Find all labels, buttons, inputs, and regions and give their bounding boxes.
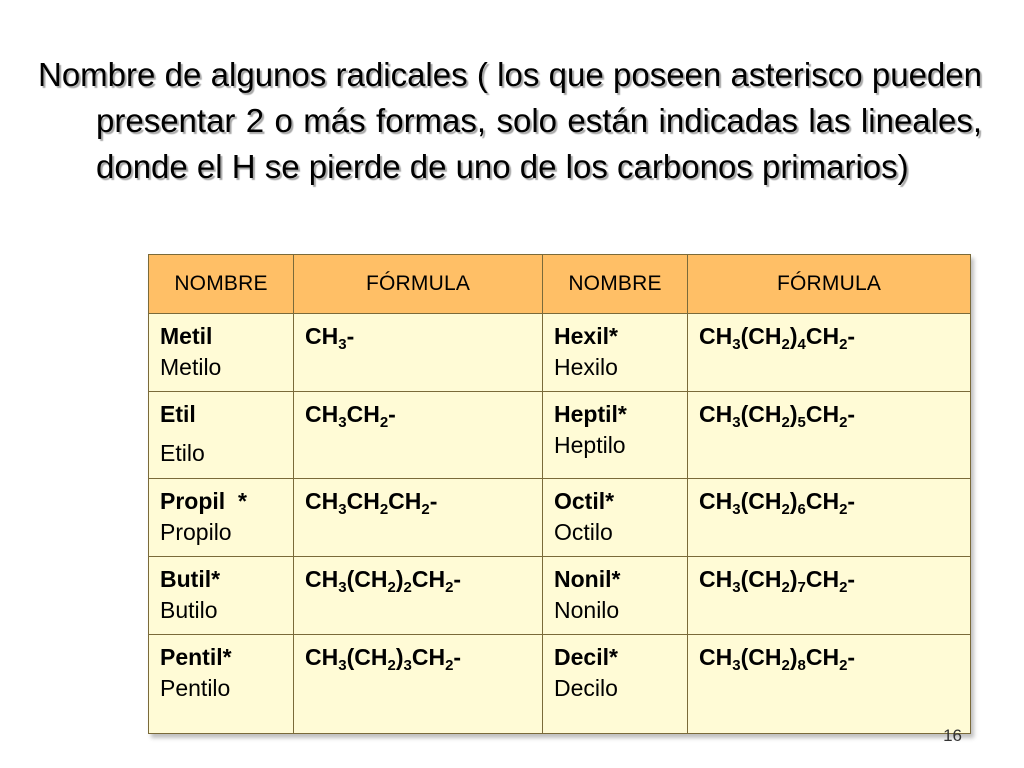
header-formula-1: FÓRMULA	[294, 255, 543, 314]
radical-short-name: Propil *	[160, 488, 247, 514]
radical-short-name: Butil*	[160, 566, 221, 592]
radical-short-name: Metil	[160, 323, 213, 349]
radical-long-name: Decilo	[554, 675, 618, 701]
radical-short-name: Heptil*	[554, 401, 627, 427]
header-nombre-1: NOMBRE	[149, 255, 294, 314]
name-cell	[543, 479, 688, 557]
radical-short-name: Decil*	[554, 644, 618, 670]
header-nombre-2: NOMBRE	[543, 255, 688, 314]
formula-cell: $CH_3(CH_2)_6CH_2-$	[688, 479, 971, 557]
radical-short-name: Octil*	[554, 488, 615, 514]
page-number: 16	[943, 726, 962, 745]
radical-long-name: Propilo	[160, 519, 232, 545]
radical-long-name: Octilo	[554, 519, 613, 545]
slide-heading	[38, 52, 982, 190]
heading-text: Nombre de algunos radicales ( los que poseen asterisco pueden presentar 2 o más formas, solo están indicadas las lineales, donde el H se pierde de uno de los carbonos primarios)	[38, 56, 982, 185]
name-cell	[543, 314, 688, 392]
name-cell	[149, 557, 294, 635]
name-cell	[543, 557, 688, 635]
radical-long-name: Heptilo	[554, 432, 626, 458]
table-header-row	[149, 255, 971, 314]
name-cell	[149, 392, 294, 479]
radical-long-name: Metilo	[160, 354, 222, 380]
formula-cell: $CH_3(CH_2)_4CH_2-$	[688, 314, 971, 392]
formula-cell: $CH_3(CH_2)_8CH_2-$	[688, 635, 971, 734]
radical-short-name: Etil	[160, 401, 196, 427]
name-cell	[149, 314, 294, 392]
formula-cell: $CH_3(CH_2)_2CH_2-$	[294, 557, 543, 635]
name-cell	[149, 479, 294, 557]
radical-long-name: Etilo	[160, 440, 205, 466]
table-row	[149, 635, 971, 734]
table-row	[149, 392, 971, 479]
formula-cell: $CH_3CH_2-$	[294, 392, 543, 479]
radical-long-name: Hexilo	[554, 354, 618, 380]
formula-cell: $CH_3(CH_2)_5CH_2-$	[688, 392, 971, 479]
formula-cell: $CH_3(CH_2)_7CH_2-$	[688, 557, 971, 635]
radical-short-name: Nonil*	[554, 566, 621, 592]
name-cell	[543, 635, 688, 734]
formula-cell: $CH_3(CH_2)_3CH_2-$	[294, 635, 543, 734]
radicals-table	[148, 254, 971, 734]
formula-cell: $CH_3CH_2CH_2-$	[294, 479, 543, 557]
table-row	[149, 557, 971, 635]
name-cell	[149, 635, 294, 734]
radical-short-name: Pentil*	[160, 644, 232, 670]
header-formula-2: FÓRMULA	[688, 255, 971, 314]
radical-short-name: Hexil*	[554, 323, 618, 349]
radical-long-name: Nonilo	[554, 597, 620, 623]
table-row	[149, 479, 971, 557]
radical-long-name: Butilo	[160, 597, 218, 623]
table-row	[149, 314, 971, 392]
name-cell	[543, 392, 688, 479]
formula-cell: $CH_3-$	[294, 314, 543, 392]
radical-long-name: Pentilo	[160, 675, 231, 701]
